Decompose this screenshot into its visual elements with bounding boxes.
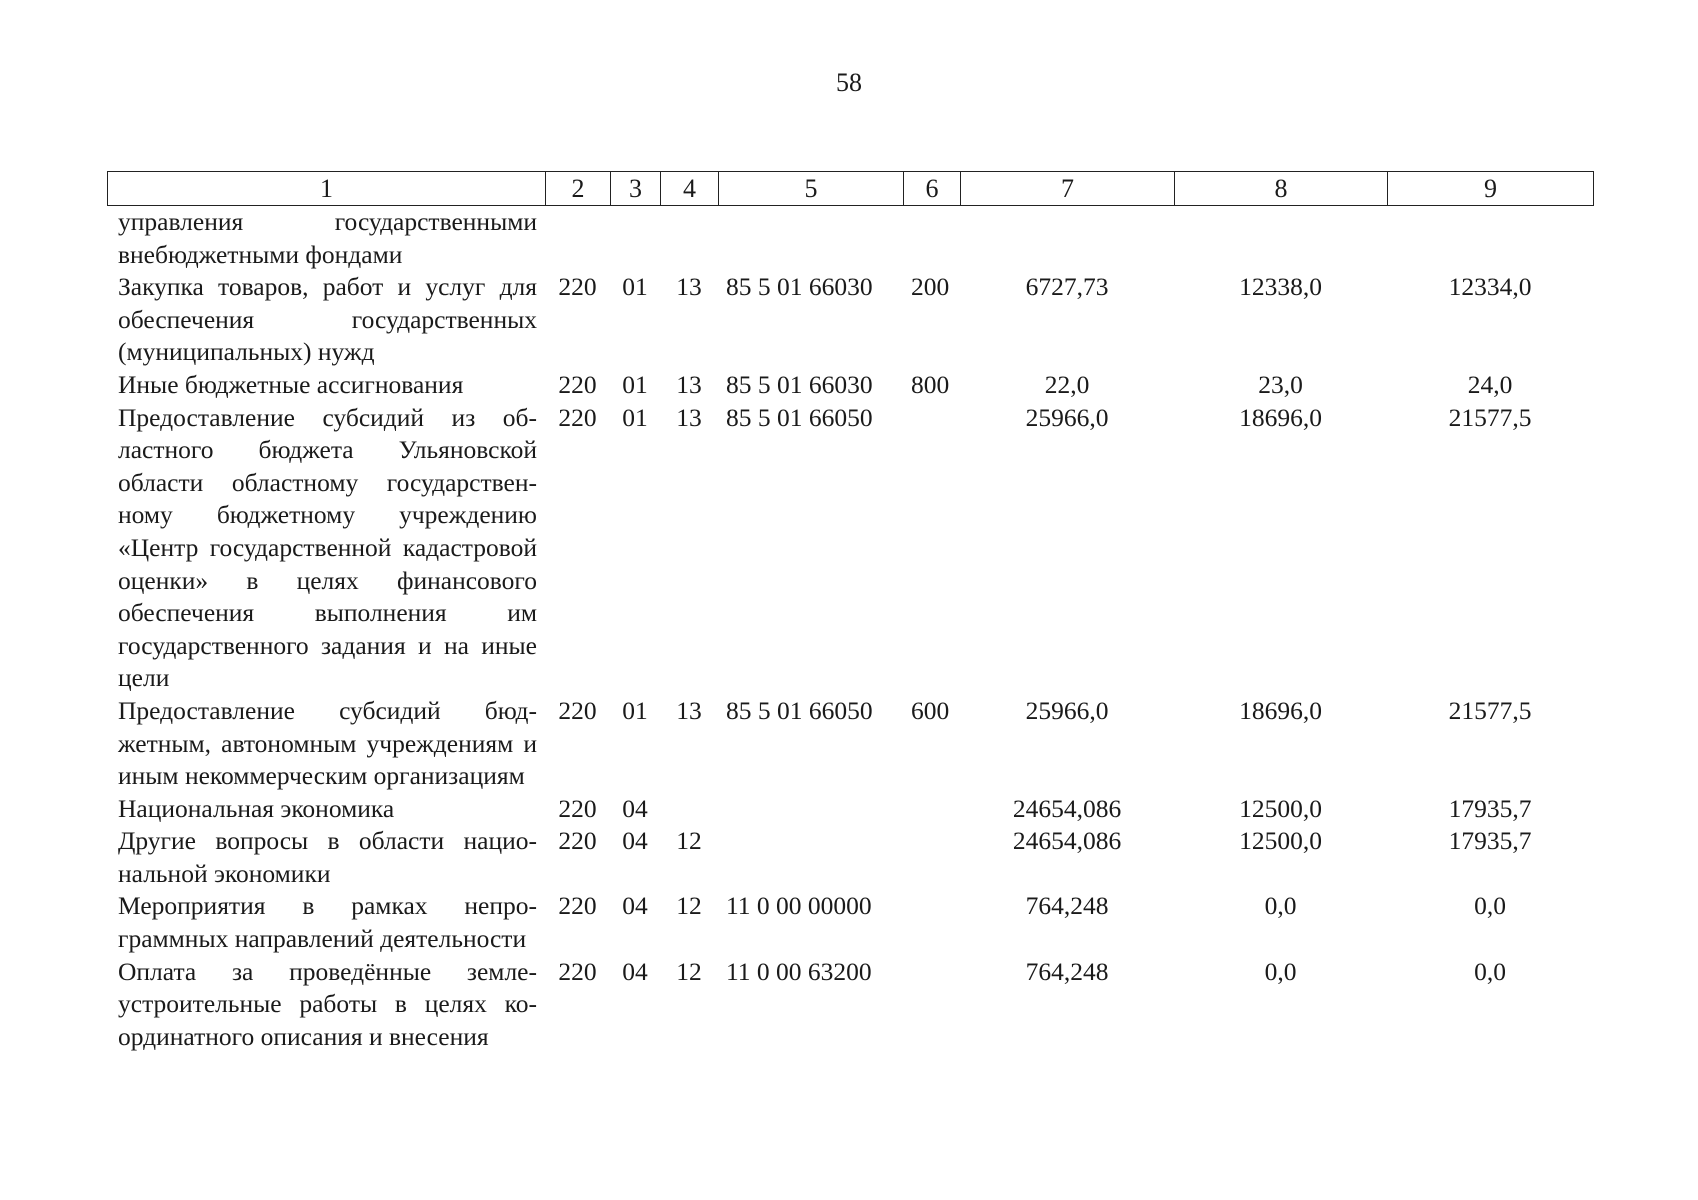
amount-col7: 764,248 — [1025, 956, 1109, 986]
amount-col8: 12500,0 — [1239, 793, 1322, 823]
column-header-row — [108, 172, 1594, 206]
code-ministry: 220 — [558, 272, 597, 302]
amount-col8: 23,0 — [1258, 369, 1303, 399]
code-target-article: 11 0 00 63200 — [726, 956, 872, 986]
code-section: 04 — [622, 891, 648, 921]
code-ministry: 220 — [558, 793, 597, 823]
amount-col7: 25966,0 — [1025, 402, 1109, 432]
table-row — [107, 695, 1593, 793]
amount-col7: 22,0 — [1044, 369, 1090, 399]
code-target-article: 85 5 01 66030 — [726, 272, 873, 302]
code-section: 04 — [622, 826, 648, 856]
table-row — [107, 206, 1593, 271]
amount-col7: 6727,73 — [1025, 272, 1109, 302]
amount-col9: 21577,5 — [1448, 695, 1532, 725]
amount-col9: 21577,5 — [1448, 402, 1532, 432]
amount-col9: 0,0 — [1474, 891, 1506, 921]
column-header: 8 — [1175, 172, 1388, 206]
code-subsection: 13 — [676, 369, 702, 399]
row-description: Иные бюджетные ассигнования — [118, 369, 464, 399]
code-expense-type — [903, 402, 960, 695]
column-header: 4 — [661, 172, 719, 206]
code-subsection: 12 — [676, 956, 702, 986]
code-ministry: 220 — [558, 402, 597, 432]
column-header: 1 — [108, 172, 546, 206]
table-row — [107, 825, 1593, 890]
page-number: 58 — [836, 68, 862, 97]
code-ministry: 220 — [558, 956, 597, 986]
amount-col9: 17935,7 — [1448, 826, 1532, 856]
code-target-article — [718, 206, 903, 271]
code-expense-type: 800 — [911, 369, 950, 399]
code-subsection: 13 — [676, 695, 702, 725]
code-target-article: 11 0 00 00000 — [726, 891, 872, 921]
amount-col8 — [1174, 206, 1387, 271]
code-subsection: 13 — [676, 402, 702, 432]
code-target-article — [718, 825, 903, 890]
column-header: 6 — [904, 172, 961, 206]
code-section — [610, 206, 660, 271]
code-expense-type: 200 — [911, 272, 950, 302]
amount-col8: 0,0 — [1264, 891, 1297, 921]
code-subsection: 12 — [676, 826, 702, 856]
code-section: 01 — [622, 369, 648, 399]
code-ministry: 220 — [558, 369, 597, 399]
column-header: 2 — [546, 172, 611, 206]
code-section: 01 — [622, 402, 648, 432]
amount-col8: 18696,0 — [1239, 695, 1322, 725]
code-section: 01 — [622, 272, 648, 302]
code-target-article — [718, 793, 903, 826]
amount-col7: 24654,086 — [1012, 793, 1122, 823]
amount-col9 — [1387, 206, 1593, 271]
code-target-article: 85 5 01 66050 — [726, 695, 873, 725]
column-header: 9 — [1388, 172, 1594, 206]
amount-col8: 0,0 — [1264, 956, 1297, 986]
code-section: 04 — [622, 793, 648, 823]
row-description: управления государственными внебюджетными фондами — [118, 207, 537, 269]
code-expense-type — [903, 956, 960, 1054]
column-header: 7 — [961, 172, 1175, 206]
code-subsection — [660, 793, 718, 826]
table-row — [107, 956, 1593, 1054]
amount-col8: 12500,0 — [1239, 826, 1322, 856]
code-expense-type — [903, 793, 960, 826]
row-description: Оплата за проведённые землеустроительные работы в целях координатного описания и внесения — [118, 956, 537, 1051]
code-ministry — [545, 206, 610, 271]
code-subsection: 12 — [676, 891, 702, 921]
code-subsection — [660, 206, 718, 271]
table-row — [107, 890, 1593, 955]
code-target-article: 85 5 01 66030 — [726, 369, 873, 399]
row-description: Закупка товаров, работ и услуг для обеспечения государственных (муниципальных) нужд — [118, 272, 537, 367]
amount-col7: 24654,086 — [1012, 826, 1122, 856]
table-row — [107, 271, 1593, 369]
code-target-article: 85 5 01 66050 — [726, 402, 873, 432]
code-subsection: 13 — [676, 272, 702, 302]
table-row — [107, 369, 1593, 402]
code-expense-type — [903, 206, 960, 271]
code-expense-type — [903, 890, 960, 955]
amount-col7: 25966,0 — [1025, 695, 1109, 725]
row-description: Мероприятия в рамках непрограммных направлений деятельности — [118, 891, 537, 954]
amount-col7: 764,248 — [1025, 891, 1109, 921]
amount-col8: 18696,0 — [1239, 402, 1322, 432]
code-ministry: 220 — [558, 695, 597, 725]
code-expense-type: 600 — [911, 695, 950, 725]
row-description: Предоставление субсидий бюджетным, автономным учреждениям и иным некоммерческим организациям — [118, 695, 537, 791]
budget-table-body — [107, 206, 1593, 1053]
code-ministry: 220 — [558, 826, 597, 856]
amount-col9: 24,0 — [1467, 369, 1513, 399]
row-description: Национальная экономика — [118, 793, 395, 823]
code-ministry: 220 — [558, 891, 597, 921]
column-header-table — [107, 171, 1594, 206]
column-header: 3 — [611, 172, 661, 206]
amount-col7 — [960, 206, 1174, 271]
amount-col9: 12334,0 — [1448, 272, 1532, 302]
amount-col9: 17935,7 — [1448, 793, 1532, 823]
amount-col8: 12338,0 — [1239, 272, 1322, 302]
row-description: Другие вопросы в области национальной экономики — [118, 826, 537, 888]
amount-col9: 0,0 — [1474, 956, 1506, 986]
column-header: 5 — [719, 172, 904, 206]
table-row — [107, 402, 1593, 695]
row-description: Предоставление субсидий из областного бюджета Ульяновской области областному государственному бюджетному учреждению «Центр государственной кадастровой оценки» в целях финансового обеспечения выполнения им государственного задания и на иные цели — [118, 402, 537, 693]
code-section: 01 — [622, 695, 648, 725]
code-expense-type — [903, 825, 960, 890]
table-row — [107, 793, 1593, 826]
code-section: 04 — [622, 956, 648, 986]
